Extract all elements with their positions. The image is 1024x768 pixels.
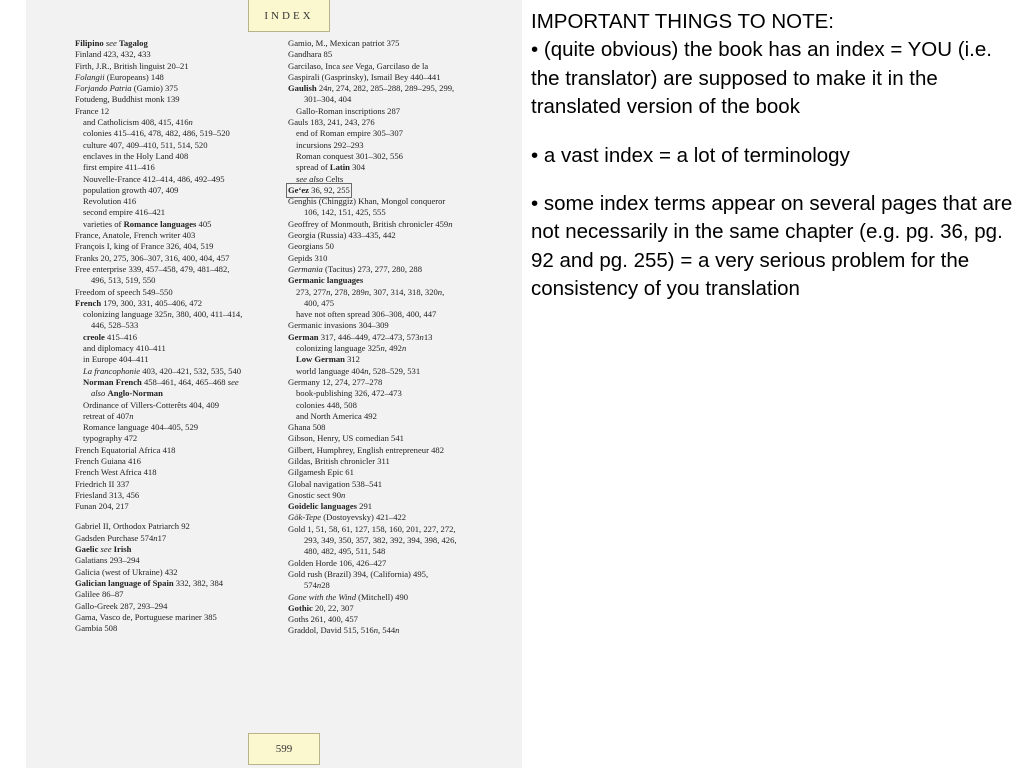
index-entry [75, 230, 280, 241]
index-entry [75, 501, 280, 512]
index-entry [75, 83, 280, 94]
index-entry-text: 446, 528–533 [91, 320, 139, 331]
index-entry [75, 555, 280, 566]
index-entry [75, 185, 280, 196]
index-entry [75, 253, 280, 264]
index-entry-text: 36, 92, 255 [309, 184, 350, 195]
index-entry [288, 592, 516, 603]
index-entry [75, 456, 280, 467]
index-entry [288, 128, 516, 139]
index-entry-text: Fotudeng, Buddhist monk 139 [75, 94, 180, 105]
index-entry-text: Gold 1, 51, 58, 61, 127, 158, 160, 201, 227, 272, [288, 523, 456, 534]
index-entry-text: n [437, 286, 443, 297]
index-entry-text: world language 404 [296, 365, 365, 376]
index-entry [75, 623, 280, 634]
index-entry-text: Latin [329, 162, 350, 173]
index-entry-text: Romance languages [123, 218, 197, 229]
index-entry-text: Gaulish [288, 83, 317, 94]
index-entry-text: Gone with the Wind [288, 591, 357, 602]
index-entry [75, 207, 280, 218]
index-entry-text: Friesland 313, 456 [75, 489, 140, 500]
index-entry-text: colonizing language 325 [83, 309, 168, 320]
index-entry-text: see [100, 544, 114, 555]
index-entry-text: Friedrich II 337 [75, 478, 130, 489]
index-entry-text: Galatians 293–294 [75, 555, 140, 566]
index-entry-text: Global navigation 538–541 [288, 478, 383, 489]
index-entry-text: Georgia (Russia) 433–435, 442 [288, 230, 396, 241]
index-entry-text: Celts [323, 173, 344, 184]
index-entry [75, 544, 280, 555]
index-column-right [288, 38, 516, 637]
index-entry-text: Finland 423, 432, 433 [75, 49, 151, 60]
index-entry [288, 219, 516, 230]
index-entry-highlighted [288, 185, 350, 196]
index-entry-text: Gama, Vasco de, Portuguese mariner 385 [75, 611, 217, 622]
index-entry-text: n [364, 286, 370, 297]
index-entry-text: n [316, 580, 322, 591]
index-entry [288, 275, 516, 286]
index-entry-text: also [91, 388, 108, 399]
index-entry-text: Franks 20, 275, 306–307, 316, 400, 404, 457 [75, 252, 230, 263]
index-entry-text: Gaspirali (Gasprinsky), Ismail Bey 440–441 [288, 71, 441, 82]
index-entry-text: n [167, 309, 172, 320]
index-entry-text: n [448, 218, 453, 229]
index-entry-text: 458–461, 464, 465–468 [141, 376, 228, 387]
index-entry-text: 20, 22, 307 [312, 602, 354, 613]
index-entry-text: Vega, Garcilaso de la [353, 60, 429, 71]
index-entry-text: Ge‘ez [288, 184, 309, 195]
index-entry [288, 72, 516, 83]
index-entry [288, 298, 516, 309]
index-entry-text: German [288, 331, 319, 342]
index-entry-text: 13 [423, 331, 433, 342]
index-entry-text: Gilgamesh Epic 61 [288, 467, 354, 478]
index-entry [288, 61, 516, 72]
index-entry [75, 377, 280, 388]
index-entry [288, 535, 516, 546]
index-entry [288, 546, 516, 557]
index-entry-text: n [419, 331, 424, 342]
index-entry [75, 490, 280, 501]
index-entry-text: Garcilaso, Inca [288, 60, 343, 71]
index-entry-text: population growth 407, 409 [83, 184, 179, 195]
index-entry [288, 467, 516, 478]
index-entry [288, 253, 516, 264]
index-entry-text: (Gamio) 375 [131, 83, 178, 94]
index-entry-text: French Guiana 416 [75, 455, 141, 466]
index-entry-text: (Dostoyevsky) 421–422 [321, 512, 407, 523]
index-entry-text: (Tacitus) 273, 277, 280, 288 [322, 263, 423, 274]
index-entry-text: (Mitchell) 490 [356, 591, 409, 602]
index-entry-text: varieties of [83, 218, 124, 229]
index-entry [288, 366, 516, 377]
index-entry-text: see [105, 38, 119, 48]
index-entry-text: n [395, 625, 400, 636]
index-entry [75, 151, 280, 162]
index-entry-text: 291 [357, 501, 373, 512]
index-entry-text: Georgians 50 [288, 241, 334, 252]
index-entry [75, 533, 280, 544]
index-entry-text: 28 [321, 580, 330, 591]
index-entry-text: Gibson, Henry, US comedian 541 [288, 433, 404, 444]
index-entry-text: have not often spread 306–308, 400, 447 [296, 309, 437, 320]
index-entry [75, 320, 280, 331]
index-entry [288, 354, 516, 365]
index-entry [75, 117, 280, 128]
index-entry [288, 524, 516, 535]
index-entry-text: 415–416 [104, 331, 138, 342]
index-entry [288, 140, 516, 151]
index-entry-text: Gold rush (Brazil) 394, (California) 495, [288, 568, 429, 579]
note-point-index: • (quite obvious) the book has an index = YOU (i.e. the translator) are supposed to make it in the translated version of the book [531, 38, 992, 119]
index-entry [75, 174, 280, 185]
index-entry [75, 61, 280, 72]
index-entry-text: Gauls 183, 241, 243, 276 [288, 117, 375, 128]
index-entry-text: Galilee 86–87 [75, 589, 124, 600]
index-entry [288, 38, 516, 49]
index-entry-text: colonies 415–416, 478, 482, 486, 519–520 [83, 128, 230, 139]
index-entry [75, 343, 280, 354]
index-entry-text: Filipino [75, 38, 106, 48]
index-entry [75, 567, 280, 578]
index-entry [288, 400, 516, 411]
index-entry-text: (Europeans) 148 [104, 71, 164, 82]
index-entry [288, 456, 516, 467]
index-entry [288, 512, 516, 523]
index-entry-text: n [327, 83, 332, 94]
index-entry [75, 612, 280, 623]
index-entry-text: end of Roman empire 305–307 [296, 128, 403, 139]
index-entry [75, 196, 280, 207]
index-entry [75, 332, 280, 343]
index-entry-text: Gepids 310 [288, 252, 328, 263]
index-entry-text: incursions 292–293 [296, 139, 364, 150]
index-entry-text: Romance language 404–405, 529 [83, 422, 199, 433]
index-entry [75, 479, 280, 490]
index-entry [288, 569, 516, 580]
index-entry-text: retreat of 407 [83, 410, 130, 421]
index-column-left [75, 38, 280, 634]
index-entry-text: French West Africa 418 [75, 467, 157, 478]
index-entry-text: Ordinance of Villers-Cotterêts 404, 409 [83, 399, 220, 410]
index-entry-text: France, Anatole, French writer 403 [75, 230, 196, 241]
index-entry [288, 94, 516, 105]
index-entry [75, 601, 280, 612]
index-entry-text: , 544 [377, 625, 396, 636]
index-entry-text: culture 407, 409–410, 511, 514, 520 [83, 139, 208, 150]
note-point-consistency: • some index terms appear on several pages that are not necessarily in the same chapter (e.g. pg. 36, pg. 92 and pg. 255) = a very serious problem for the consistency of you translation [531, 192, 1013, 301]
index-entry-text: see [227, 376, 239, 387]
index-entry [75, 241, 280, 252]
index-entry [75, 264, 280, 275]
index-entry-text: 332, 382, 384 [173, 577, 224, 588]
index-entry [75, 162, 280, 173]
index-entry-text: Tagalog [118, 38, 148, 48]
index-entry-text: French Equatorial Africa 418 [75, 444, 176, 455]
index-entry-text: n [380, 343, 385, 354]
index-entry [75, 219, 280, 230]
index-entry [75, 287, 280, 298]
index-entry [75, 94, 280, 105]
index-entry-text: France 12 [75, 105, 110, 116]
index-entry [75, 49, 280, 60]
index-entry [75, 140, 280, 151]
index-entry-text: Forjando Patria [75, 83, 132, 94]
index-entry [288, 332, 516, 343]
index-entry [288, 83, 516, 94]
index-entry-text: creole [83, 331, 105, 342]
index-entry [75, 128, 280, 139]
index-entry-text: n [153, 532, 158, 543]
index-entry-text: Genghis (Chinggiz) Khan, Mongol conqueror [288, 196, 446, 207]
index-entry-text: Gamio, M., Mexican patriot 375 [288, 38, 400, 48]
index-entry-text: Gilbert, Humphrey, English entrepreneur 482 [288, 444, 444, 455]
index-entry-text: Gothic [288, 602, 313, 613]
index-entry-text: François I, king of France 326, 404, 519 [75, 241, 214, 252]
notes-heading: IMPORTANT THINGS TO NOTE: [531, 10, 834, 33]
index-entry-text: n [401, 343, 407, 354]
index-entry-text: enclaves in the Holy Land 408 [83, 150, 189, 161]
index-entry-text: Germany 12, 274, 277–278 [288, 376, 383, 387]
index-entry-text: 179, 300, 331, 405–406, 472 [101, 297, 203, 308]
index-entry [75, 578, 280, 589]
index-entry-text: 304 [349, 162, 365, 173]
index-entry-text: n [341, 489, 346, 500]
index-entry-text: Revolution 416 [83, 196, 137, 207]
index-entry-text: Germanic languages [288, 275, 364, 286]
index-entry [288, 343, 516, 354]
index-entry [75, 422, 280, 433]
index-entry [288, 207, 516, 218]
index-entry [288, 490, 516, 501]
index-entry-text: , 307, 314, 318, 320 [369, 286, 438, 297]
index-entry-text: 293, 349, 350, 357, 382, 392, 394, 398, 426, [304, 535, 457, 546]
index-entry [75, 366, 280, 377]
note-point-terminology: • a vast index = a lot of terminology [531, 143, 850, 167]
index-entry-text: Anglo-Norman [107, 388, 163, 399]
index-entry-text: Gök-Tepe [288, 512, 322, 523]
index-entry-text: Gadsden Purchase 574 [75, 532, 154, 543]
index-entry-text: Low German [296, 354, 345, 365]
index-entry-text: and North America 492 [296, 410, 377, 421]
index-entry [288, 162, 516, 173]
page-number: 599 [248, 733, 320, 765]
index-entry-text: Gandhara 85 [288, 49, 333, 60]
index-entry [288, 479, 516, 490]
index-entry [288, 580, 516, 591]
index-entry-text: Norman French [83, 376, 142, 387]
index-entry [288, 422, 516, 433]
index-entry [288, 117, 516, 128]
index-entry-text: spread of [296, 162, 330, 173]
index-entry-text: Ghana 508 [288, 422, 326, 433]
index-entry-text: colonizing language 325 [296, 343, 381, 354]
index-entry-text: 480, 482, 495, 511, 548 [304, 546, 386, 557]
index-entry-text: Irish [113, 544, 132, 555]
index-entry [75, 433, 280, 444]
index-entry-text: , 528–529, 531 [368, 365, 421, 376]
index-entry [288, 603, 516, 614]
index-entry-text: Gabriel II, Orthodox Patriarch 92 [75, 521, 190, 532]
index-entry [288, 558, 516, 569]
index-entry-text: Nouvelle-France 412–414, 486, 492–495 [83, 173, 225, 184]
index-entry-text: Graddol, David 515, 516 [288, 625, 374, 636]
index-entry-text: second empire 416–421 [83, 207, 166, 218]
index-entry-text: n [129, 410, 134, 421]
index-entry-text: 400, 475 [304, 297, 335, 308]
index-entry-text: 574 [304, 580, 317, 591]
index-entry-text: Freedom of speech 549–550 [75, 286, 173, 297]
index-entry [288, 151, 516, 162]
index-entry-text: and Catholicism 408, 415, 416 [83, 117, 189, 128]
index-entry [75, 388, 280, 399]
notes-panel [531, 8, 1019, 304]
index-entry [288, 106, 516, 117]
index-entry-text: Germanic invasions 304–309 [288, 320, 389, 331]
index-entry [288, 230, 516, 241]
index-entry-text: book-publishing 326, 472–473 [296, 388, 402, 399]
index-entry [288, 388, 516, 399]
index-entry-text: first empire 411–416 [83, 162, 155, 173]
index-entry [75, 467, 280, 478]
index-entry [75, 400, 280, 411]
index-entry [75, 72, 280, 83]
index-entry-text: 106, 142, 151, 425, 555 [304, 207, 386, 218]
index-entry-text: n [373, 625, 378, 636]
index-entry [288, 264, 516, 275]
index-entry-text: n [326, 286, 331, 297]
index-entry [288, 241, 516, 252]
index-entry [288, 49, 516, 60]
index-entry [75, 589, 280, 600]
index-entry-text: Goths 261, 400, 457 [288, 614, 358, 625]
index-entry-text: Geoffrey of Monmouth, British chronicler 459 [288, 218, 449, 229]
index-entry [288, 174, 516, 185]
index-entry [288, 411, 516, 422]
index-entry-text: Folangii [75, 71, 105, 82]
index-entry-text: Golden Horde 106, 426–427 [288, 557, 387, 568]
index-entry-text: typography 472 [83, 433, 138, 444]
index-entry [75, 298, 280, 309]
index-entry-text: Gallo-Roman inscriptions 287 [296, 105, 401, 116]
index-entry-text: Free enterprise 339, 457–458, 479, 481–482, [75, 263, 230, 274]
index-entry-text: 301–304, 404 [304, 94, 352, 105]
index-entry [75, 411, 280, 422]
index-entry-text: 405 [196, 218, 212, 229]
index-entry-text: 17 [157, 532, 167, 543]
index-entry-text: Goidelic languages [288, 501, 357, 512]
index-entry-text: Gallo-Greek 287, 293–294 [75, 600, 168, 611]
index-entry-text: Roman conquest 301–302, 556 [296, 150, 403, 161]
index-entry-text: in Europe 404–411 [83, 354, 149, 365]
index-entry [288, 501, 516, 512]
index-entry [288, 445, 516, 456]
index-entry-text: and diplomacy 410–411 [83, 343, 166, 354]
index-entry [288, 320, 516, 331]
index-entry-text: Galician language of Spain [75, 577, 174, 588]
index-entry [75, 38, 280, 49]
index-entry-text: , 380, 400, 411–414, [171, 309, 243, 320]
index-entry-text: Galicia (west of Ukraine) 432 [75, 566, 178, 577]
index-entry [288, 196, 516, 207]
index-entry-text: 312 [344, 354, 360, 365]
index-entry-text: see also [296, 173, 324, 184]
index-entry-text: colonies 448, 508 [296, 399, 357, 410]
index-entry [288, 309, 516, 320]
index-entry [75, 309, 280, 320]
index-entry-text: 273, 277 [296, 286, 327, 297]
index-entry-text: n [188, 117, 193, 128]
index-entry-text: , [442, 286, 445, 297]
index-entry-text: , 278, 289 [330, 286, 365, 297]
index-entry [288, 287, 516, 298]
index-entry-text: 24 [316, 83, 328, 94]
index-entry-text: Gambia 508 [75, 623, 118, 634]
index-entry-text: Germania [288, 263, 323, 274]
index-header: INDEX [248, 0, 330, 32]
index-entry-text: n [364, 365, 369, 376]
index-entry-text: Gaelic [75, 544, 101, 555]
index-entry [75, 275, 280, 286]
index-entry-text: La francophonie [83, 365, 141, 376]
index-entry-text: 317, 446–449, 472–473, 573 [318, 331, 420, 342]
index-entry [75, 521, 280, 532]
index-entry-text: , 492 [384, 343, 402, 354]
index-entry-text: French [75, 297, 102, 308]
index-entry [288, 614, 516, 625]
index-entry [288, 625, 516, 636]
index-entry [75, 106, 280, 117]
index-entry-text: see [342, 60, 354, 71]
index-entry [75, 445, 280, 456]
index-entry-text: 403, 420–421, 532, 535, 540 [140, 365, 242, 376]
index-entry-text: , 274, 282, 285–288, 289–295, 299, [331, 83, 455, 94]
index-entry [288, 377, 516, 388]
index-entry-text: Gnostic sect 90 [288, 489, 341, 500]
index-entry-text: 496, 513, 519, 550 [91, 275, 156, 286]
index-entry [75, 354, 280, 365]
index-entry-text: Gildas, British chronicler 311 [288, 455, 390, 466]
index-entry [288, 433, 516, 444]
index-entry-text: Firth, J.R., British linguist 20–21 [75, 60, 189, 71]
index-entry-text: Funan 204, 217 [75, 501, 129, 512]
